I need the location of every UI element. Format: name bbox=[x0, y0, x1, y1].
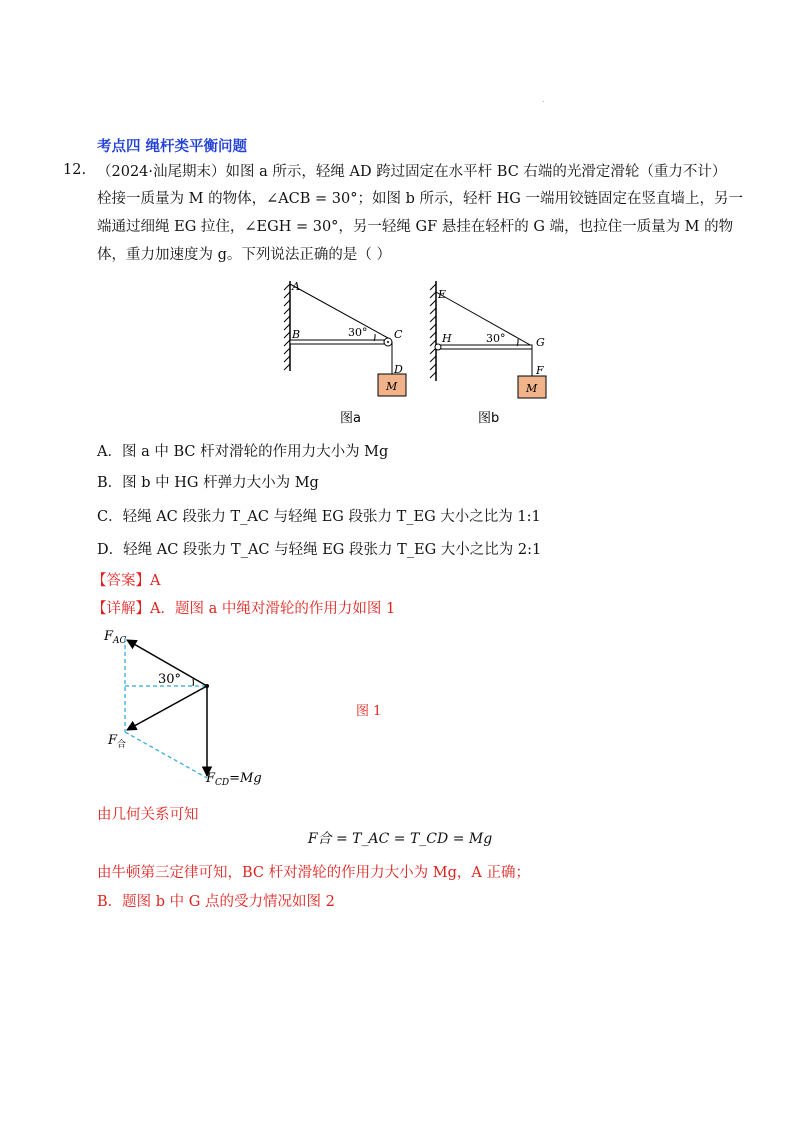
mass-label: M bbox=[386, 380, 398, 393]
answer-value: A bbox=[150, 573, 161, 589]
label-h: H bbox=[442, 332, 452, 345]
figure-b bbox=[426, 276, 566, 426]
header-mark: . bbox=[542, 95, 545, 104]
label-e: E bbox=[438, 288, 447, 301]
detail-label: 【详解】 bbox=[92, 601, 150, 617]
f-he-label: $F_合$ bbox=[108, 733, 127, 750]
answer-label: 【答案】 bbox=[92, 573, 150, 589]
label-b: B bbox=[292, 328, 301, 341]
question-number: 12. bbox=[63, 162, 87, 178]
angle-label: 30° bbox=[348, 326, 368, 339]
figure-b-caption: 图b bbox=[478, 411, 500, 426]
f-cd-label: $F_{CD}=Mg$ bbox=[206, 771, 262, 788]
mass-label: M bbox=[526, 382, 538, 395]
option-c: C．轻绳 AC 段张力 T_AC 与轻绳 EG 段张力 T_EG 大小之比为 1:1 bbox=[97, 509, 541, 525]
f-ac-label: $F_{AC}$ bbox=[104, 629, 127, 646]
section-heading: 考点四 绳杆类平衡问题 bbox=[97, 139, 248, 155]
question-line-2: 栓接一质量为 M 的物体，∠ACB = 30°；如图 b 所示，轻杆 HG 一端用铰链固定在竖直墙上，另一 bbox=[97, 191, 743, 207]
equation: F合 = T_AC = T_CD = Mg bbox=[307, 831, 493, 847]
detail-text: A．题图 a 中绳对滑轮的作用力如图 1 bbox=[150, 601, 396, 617]
label-c: C bbox=[394, 328, 403, 341]
option-d: D．轻绳 AC 段张力 T_AC 与轻绳 EG 段张力 T_EG 大小之比为 2:1 bbox=[97, 542, 542, 558]
question-line-1: （2024·汕尾期末）如图 a 所示，轻绳 AD 跨过固定在水平杆 BC 右端的光滑定滑轮（重力不计） bbox=[97, 164, 727, 180]
angle-label: 30° bbox=[486, 332, 506, 345]
geometry-note: 由几何关系可知 bbox=[97, 807, 199, 823]
label-d: D bbox=[394, 363, 403, 376]
label-a: A bbox=[292, 280, 300, 293]
newton-line: 由牛顿第三定律可知，BC 杆对滑轮的作用力大小为 Mg，A 正确； bbox=[97, 865, 530, 881]
question-line-4: 体，重力加速度为 g。下列说法正确的是（ ） bbox=[97, 247, 391, 263]
figure-a bbox=[280, 276, 420, 426]
figure-1-caption: 图 1 bbox=[356, 704, 382, 719]
question-line-3: 端通过细绳 EG 拉住，∠EGH = 30°，另一轻绳 GF 悬挂在轻杆的 G 端，也拉住一质量为 M 的物 bbox=[97, 219, 734, 235]
figure-a-caption: 图a bbox=[340, 411, 361, 426]
last-line: B．题图 b 中 G 点的受力情况如图 2 bbox=[97, 894, 335, 910]
label-f: F bbox=[536, 364, 544, 377]
angle-label: 30° bbox=[158, 672, 182, 687]
detail-line bbox=[92, 597, 395, 618]
option-a: A．图 a 中 BC 杆对滑轮的作用力大小为 Mg bbox=[97, 444, 389, 460]
label-g: G bbox=[536, 336, 545, 349]
option-b: B．图 b 中 HG 杆弹力大小为 Mg bbox=[97, 475, 319, 491]
answer-line bbox=[92, 569, 160, 590]
figure-1 bbox=[100, 622, 280, 792]
